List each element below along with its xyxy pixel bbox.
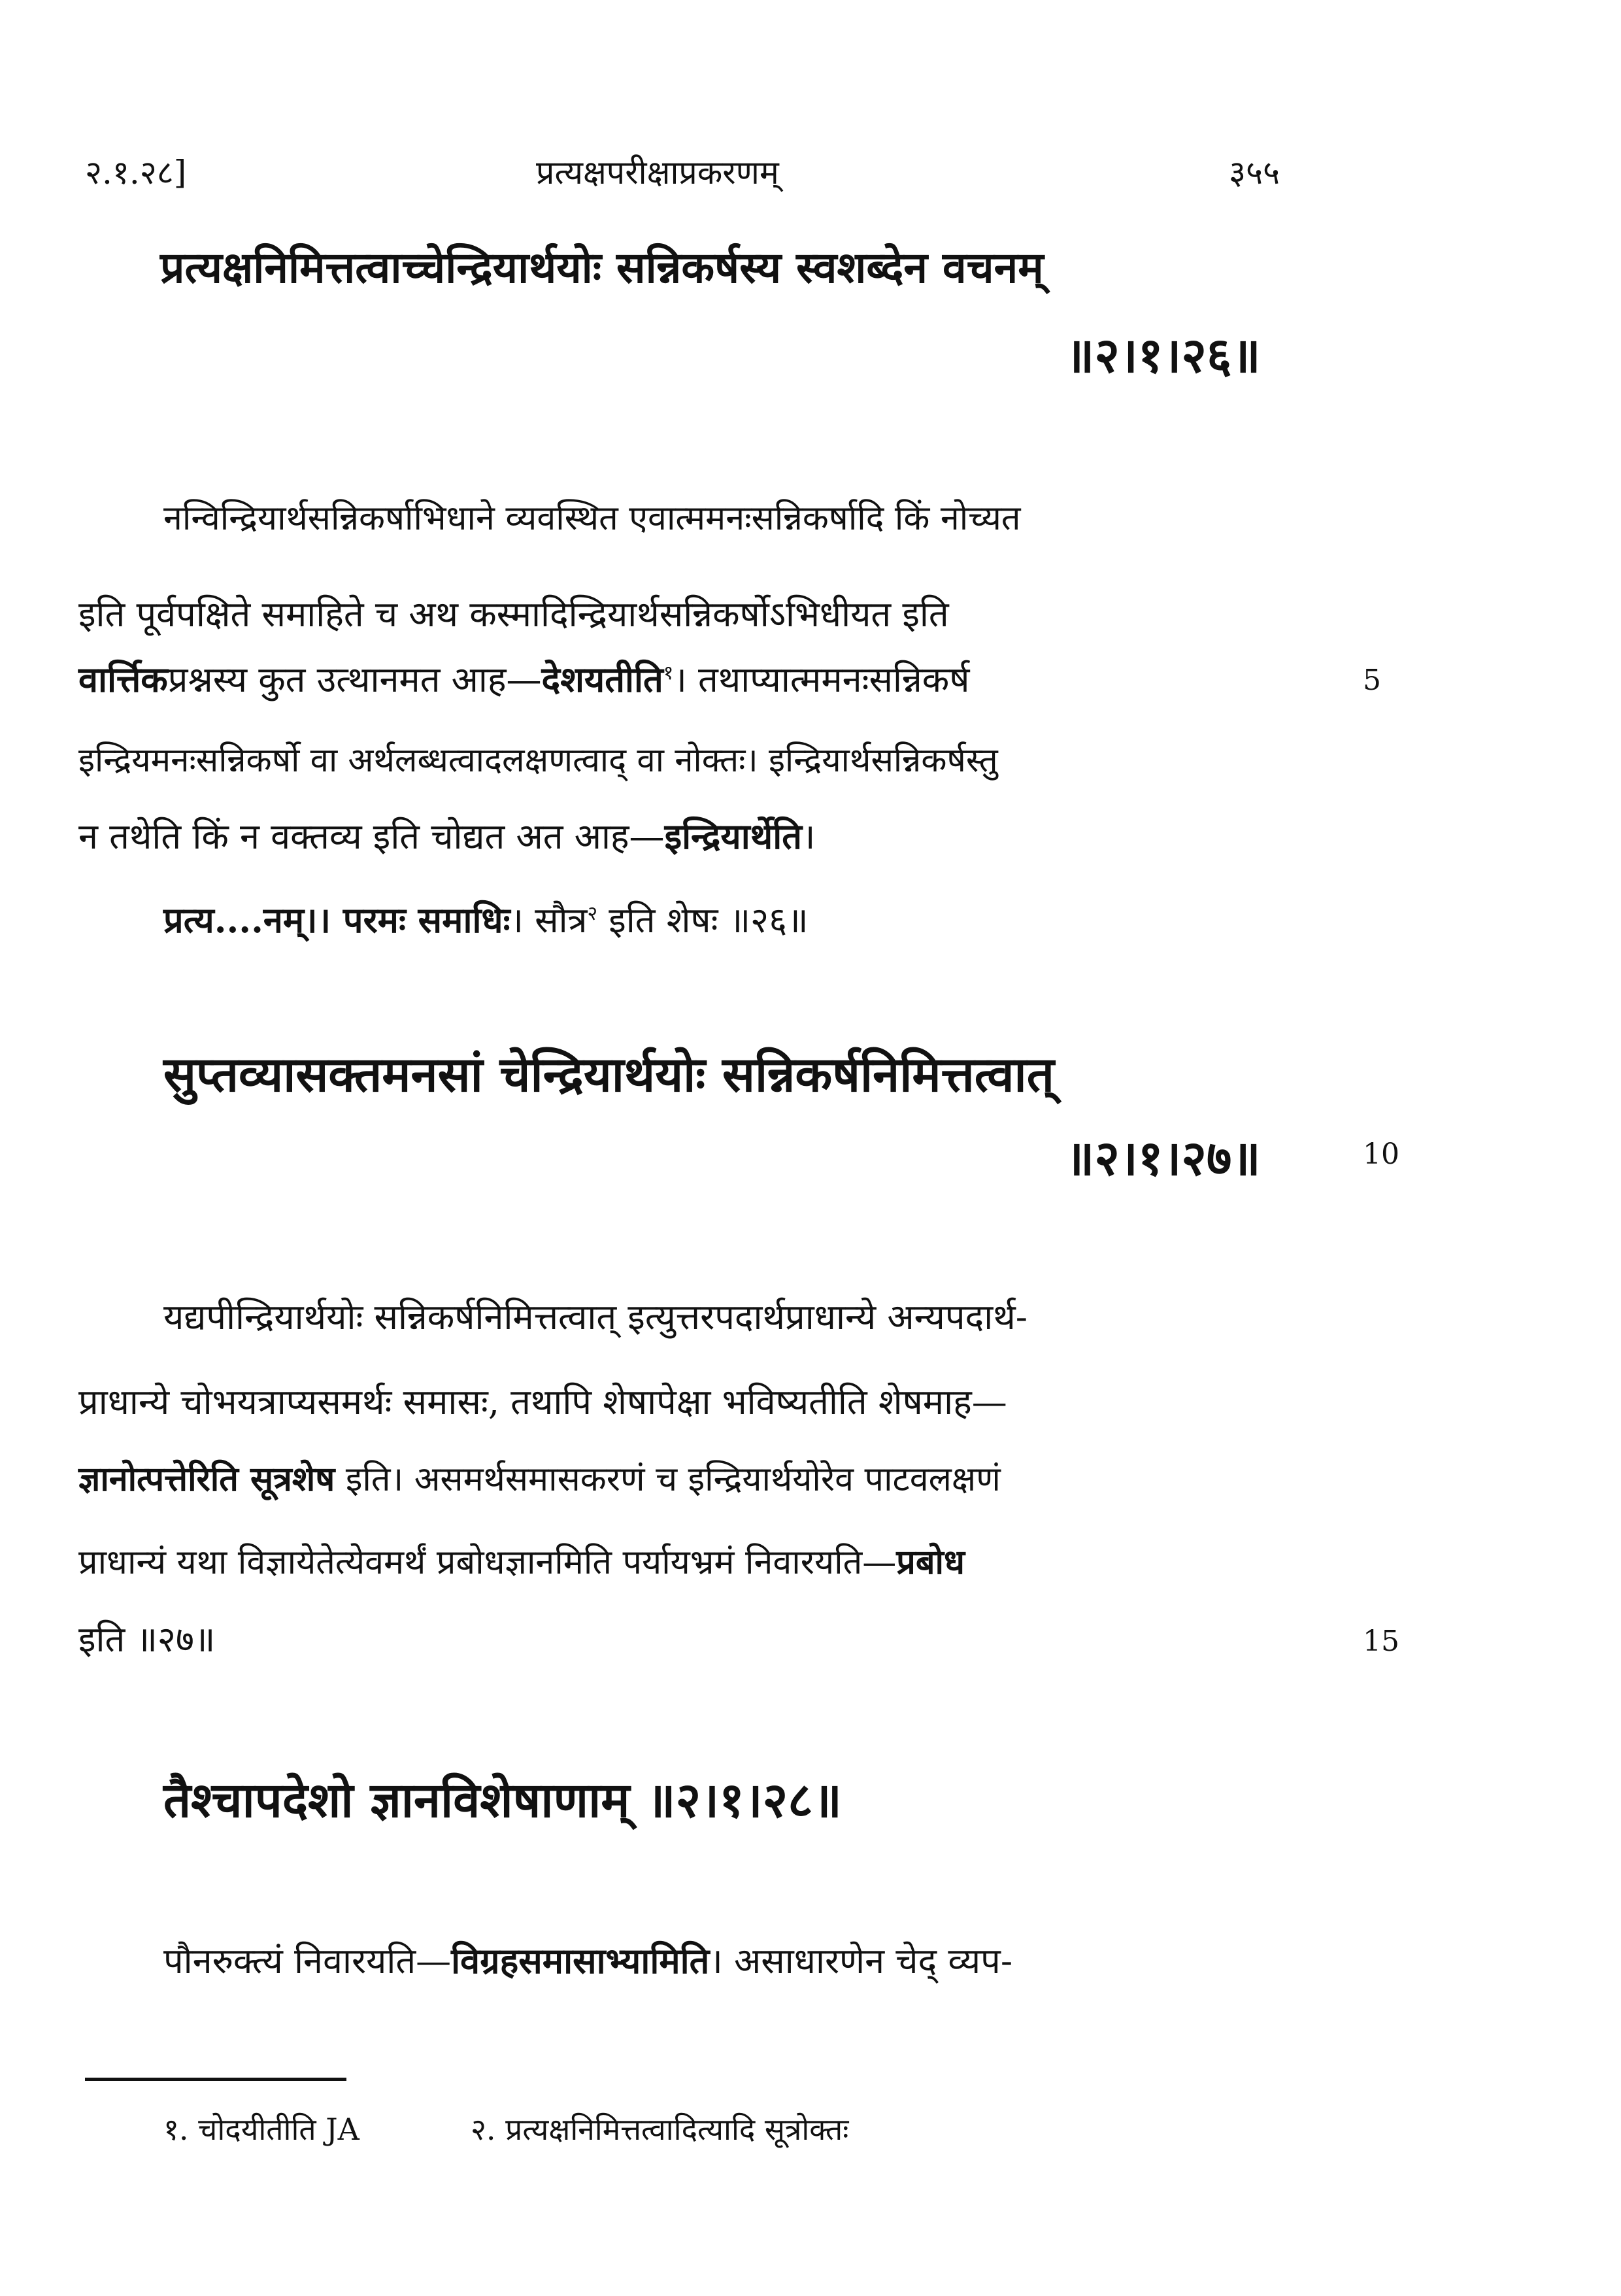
bold-term: प्रत्य....नम्।। परमः समाधिः (163, 899, 510, 941)
line-number: 10 (1363, 1138, 1399, 1171)
sutra-26-number: ॥२।१।२६॥ (1065, 328, 1261, 384)
comm-27-line5: इति ॥२७॥ (78, 1619, 216, 1660)
comm-26-line3 (78, 654, 969, 702)
comm-26-line6 (163, 894, 809, 943)
comm-26-line5 (78, 811, 815, 859)
comm-26-line4: इन्द्रियमनःसन्निकर्षो वा अर्थलब्धत्वादलक्षणत्वाद् वा नोक्तः। इन्द्रियार्थसन्निकर्षस्तु (78, 741, 998, 780)
text-run: न तथेति किं न वक्तव्य इति चोद्यत अत आह— (78, 816, 665, 857)
sutra-26-line1: प्रत्यक्षनिमित्तत्वाच्चेन्द्रियार्थयोः सन्निकर्षस्य स्वशब्देन वचनम् (160, 243, 1044, 293)
text-run: । सौत्र (510, 900, 588, 941)
text-run: इति शेषः ॥२६॥ (597, 900, 809, 941)
page-number: ३५५ (1229, 154, 1280, 192)
line-number: 15 (1363, 1625, 1399, 1658)
line-number: 5 (1363, 664, 1381, 697)
bold-term: इन्द्रियार्थेति (664, 815, 803, 857)
sutra-27-line1: सुप्तव्यासक्तमनसां चेन्द्रियार्थयोः सन्निकर्षनिमित्तत्वात् (163, 1047, 1054, 1103)
sutra-28: तैश्चापदेशो ज्ञानविशेषाणाम् ॥२।१।२८॥ (163, 1772, 842, 1829)
text-run: । असाधारणेन चेद् व्यप- (709, 1940, 1013, 1982)
footnote-2: २. प्रत्यक्षनिमित्तत्वादित्यादि सूत्रोक्तः (471, 2112, 849, 2147)
text-run: । तथाप्यात्ममनःसन्निकर्ष (673, 659, 970, 700)
text-run: इति। असमर्थसमासकरणं च इन्द्रियार्थयोरेव पाटवलक्षणं (335, 1460, 1001, 1499)
footnote-rule (85, 2078, 346, 2081)
text-run: प्रश्नस्य कुत उत्थानमत आह— (167, 659, 542, 700)
bold-term: विग्रहसमासाभ्यामिति (451, 1940, 710, 1982)
sutra-27-number: ॥२।१।२७॥ (1065, 1130, 1261, 1187)
comm-27-line3 (78, 1455, 1001, 1501)
footnote-1: १. चोदयीतीति JA (163, 2112, 359, 2147)
text-run: प्राधान्यं यथा विज्ञायेतेत्येवमर्थं प्रबोधज्ञानमिति पर्यायभ्रमं निवारयति— (78, 1543, 897, 1582)
text-run: । (802, 816, 816, 857)
bold-term: देशयतीति (541, 658, 663, 700)
footnote-mark: १ (663, 662, 674, 684)
comm-26-line2: इति पूर्वपक्षिते समाहिते च अथ कस्मादिन्द्रियार्थसन्निकर्षोऽभिधीयत इति (78, 594, 949, 635)
bold-term: ज्ञानोत्पत्तेरिति सूत्रशेष (78, 1459, 335, 1499)
comm-26-line1: नन्विन्द्रियार्थसन्निकर्षाभिधाने व्यवस्थित एवात्ममनःसन्निकर्षादि किं नोच्यत (163, 499, 1021, 538)
comm-27-line2: प्राधान्ये चोभयत्राप्यसमर्थः समासः, तथापि शेषापेक्षा भविष्यतीति शेषमाह— (78, 1381, 1007, 1423)
bold-term: वार्त्तिक (78, 658, 168, 700)
page-header-title: प्रत्यक्षपरीक्षाप्रकरणम् (536, 154, 779, 192)
text-run: पौनरुक्त्यं निवारयति— (163, 1940, 452, 1982)
bold-term: प्रबोध (896, 1542, 965, 1582)
page-header-left: २.१.२८] (85, 154, 187, 192)
footnote-mark: २ (587, 902, 598, 925)
comm-27-line1: यद्यपीन्द्रियार्थयोः सन्निकर्षनिमित्तत्वात् इत्युत्तरपदार्थप्राधान्ये अन्यपदार्थ- (163, 1296, 1028, 1338)
comm-28-line1 (163, 1935, 1012, 1984)
comm-27-line4 (78, 1538, 965, 1584)
